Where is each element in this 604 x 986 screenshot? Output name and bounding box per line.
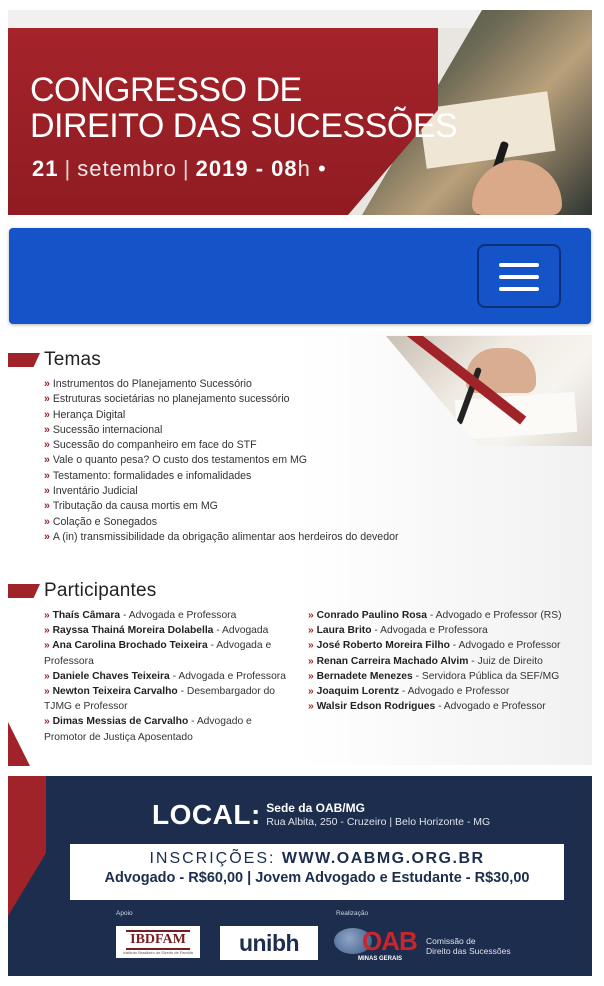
footer-red-accent: [8, 776, 46, 916]
participant-name: José Roberto Moreira Filho: [316, 640, 450, 652]
participantes-heading: [8, 580, 156, 602]
navigation-bar: [9, 228, 591, 324]
list-item: » Herança Digital: [44, 408, 399, 423]
event-title-line1: CONGRESSO DE: [30, 71, 302, 109]
participant-role: - Advogada e Professora: [371, 625, 488, 637]
menu-icon-bar: [499, 263, 539, 267]
apoio-label: Apoio: [116, 910, 133, 917]
local-colon: :: [250, 799, 261, 830]
participants-column-left: [44, 608, 294, 745]
participant-role: - Juiz de Direito: [468, 655, 543, 667]
participant-role: - Advogado e Professor (RS): [427, 610, 562, 621]
participant-role: - Advogado e Promotor de Justiça Aposentado: [44, 716, 252, 743]
oab-mg-logo: [334, 926, 416, 962]
section-marker: [8, 584, 40, 598]
ibdfam-logo-subtitle: Instituto Brasileiro de Direito de Família: [123, 949, 193, 955]
event-banner: [8, 10, 592, 215]
participant-item: [44, 714, 294, 744]
menu-icon-bar: [499, 275, 539, 279]
temas-title: Temas: [44, 349, 101, 370]
list-item: » Vale o quanto pesa? O custo dos testamentos em MG: [44, 453, 399, 468]
participant-item: [44, 608, 294, 623]
temas-list: [44, 377, 399, 545]
participant-role: - Advogada e Professora: [44, 640, 272, 667]
venue-street: Rua Albita, 250 - Cruzeiro | Belo Horizonte - MG: [266, 816, 491, 828]
participant-name: Rayssa Thainá Moreira Dolabella: [52, 625, 214, 637]
list-item: » Tributação da causa mortis em MG: [44, 499, 399, 514]
oab-logo-text: OAB: [362, 926, 417, 956]
event-title: [30, 72, 457, 144]
date-year-time: 2019 - 08: [195, 156, 298, 181]
date-bullet: •: [317, 156, 327, 181]
venue-name: Sede da OAB/MG: [266, 801, 365, 815]
participant-name: Laura Brito: [316, 625, 372, 637]
registration-line: [70, 850, 564, 868]
unibh-logo: [220, 926, 318, 960]
date-hour-suffix: h: [297, 156, 311, 181]
participant-item: [308, 608, 564, 623]
participant-name: Joaquim Lorentz: [316, 686, 399, 698]
list-item: » Colação e Sonegados: [44, 515, 399, 530]
participant-item: [308, 699, 564, 714]
commission-line2: Direito das Sucessões: [426, 946, 511, 956]
list-item: » Estruturas societárias no planejamento sucessório: [44, 392, 399, 407]
temas-heading: [8, 349, 101, 371]
list-item: » A (in) transmissibilidade da obrigação alimentar aos herdeiros do devedor: [44, 530, 399, 545]
participant-item: [44, 638, 294, 668]
commission-line1: Comissão de: [426, 936, 476, 946]
participant-name: Bernadete Menezes: [316, 670, 413, 682]
list-item: » Sucessão internacional: [44, 423, 399, 438]
participant-role: - Advogada: [213, 625, 269, 637]
participant-item: [44, 669, 294, 684]
participant-item: [308, 638, 564, 653]
participant-item: [308, 654, 564, 669]
participantes-title: Participantes: [44, 580, 157, 601]
participant-name: Renan Carreira Machado Alvim: [316, 655, 469, 667]
date-separator: |: [64, 156, 72, 181]
registration-label: INSCRIÇÕES:: [149, 850, 282, 867]
participant-item: [308, 669, 564, 684]
ibdfam-logo-text: IBDFAM: [126, 930, 190, 950]
participant-name: Newton Teixeira Carvalho: [52, 686, 178, 698]
oab-logo-subtitle: MINAS GERAIS: [358, 956, 403, 962]
registration-website-link[interactable]: WWW.OABMG.ORG.BR: [281, 850, 485, 867]
participant-role: - Servidora Pública da SEF/MG: [412, 670, 560, 682]
ibdfam-logo: [116, 926, 200, 958]
participant-item: [308, 684, 564, 699]
menu-icon-bar: [499, 287, 539, 291]
participant-name: Ana Carolina Brochado Teixeira: [52, 640, 208, 652]
participant-role: - Advogado e Professor: [435, 701, 546, 713]
commission-name: [426, 936, 511, 956]
date-day: 21: [32, 156, 59, 181]
section-marker: [8, 353, 40, 367]
unibh-logo-text: unibh: [238, 929, 300, 956]
participant-name: Dimas Messias de Carvalho: [52, 716, 189, 728]
participant-name: Conrado Paulino Rosa: [316, 610, 428, 621]
event-date: [32, 156, 327, 182]
participant-name: Thaís Câmara: [52, 610, 121, 621]
photo-hand: [472, 160, 562, 215]
participant-item: [44, 684, 294, 714]
menu-button[interactable]: [477, 244, 561, 308]
participant-item: [308, 623, 564, 638]
date-month: setembro: [77, 156, 177, 181]
venue-address: [266, 801, 490, 829]
participant-role: - Advogada e Professora: [120, 610, 237, 621]
list-item: » Testamento: formalidades e infomalidades: [44, 469, 399, 484]
participant-name: Walsir Edson Rodrigues: [316, 701, 436, 713]
participants-column-right: [308, 608, 564, 714]
list-item: » Inventário Judicial: [44, 484, 399, 499]
list-item: » Sucessão do companheiro em face do STF: [44, 438, 399, 453]
local-label: LOCAL: [152, 799, 251, 830]
participant-name: Daniele Chaves Teixeira: [52, 670, 170, 682]
realizacao-label: Realização: [336, 910, 369, 917]
participant-role: - Advogado e Professor: [449, 640, 561, 652]
date-separator: |: [182, 156, 190, 181]
list-item: » Instrumentos do Planejamento Sucessório: [44, 377, 399, 392]
registration-box: [70, 844, 564, 900]
venue-info: [152, 801, 490, 829]
participant-role: - Advogado e Professor: [398, 686, 510, 698]
participant-role: - Advogada e Professora: [169, 670, 286, 682]
participant-role: - Desembargador do TJMG e Professor: [44, 686, 276, 713]
event-title-line2: DIREITO DAS SUCESSÕES: [30, 107, 458, 145]
registration-prices: Advogado - R$60,00 | Jovem Advogado e Estudante - R$30,00: [104, 870, 530, 886]
event-footer: [8, 776, 592, 976]
participant-item: [44, 623, 294, 638]
